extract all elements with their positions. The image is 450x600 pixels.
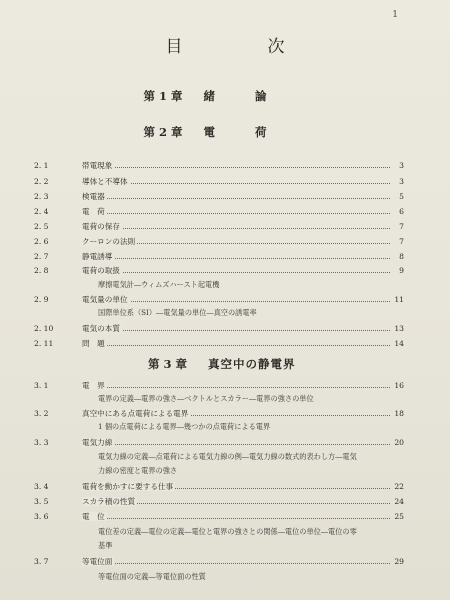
entry-title: 電気力線 — [82, 438, 113, 447]
entry-page: 22 — [394, 482, 404, 491]
entry-page: 14 — [394, 339, 404, 348]
toc-entry[interactable] — [34, 250, 404, 263]
entry-number: 3. 2 — [34, 409, 49, 418]
chapter-title: 緒論 — [203, 89, 307, 103]
toc-entry[interactable] — [34, 190, 404, 203]
entry-page: 24 — [394, 497, 404, 506]
entry-page: 5 — [399, 192, 404, 201]
entry-subtopics: 電気力線の定義―点電荷による電気力線の例―電気力線の数式的表わし方―電気 — [98, 452, 357, 461]
toc-entry[interactable] — [34, 293, 404, 306]
entry-subtopics: 1 個の点電荷による電界―幾つかの点電荷による電界 — [98, 422, 271, 431]
entry-number: 2. 9 — [34, 295, 49, 304]
entry-title: 真空中にある点電荷による電界 — [82, 409, 189, 418]
entry-number: 2. 1 — [34, 161, 49, 170]
entry-page: 7 — [399, 222, 404, 231]
entry-number: 2. 10 — [34, 324, 54, 333]
entry-page: 11 — [394, 295, 404, 304]
chapter-1-heading — [0, 88, 450, 104]
entry-title: 電 界 — [82, 381, 105, 390]
entry-number: 2. 3 — [34, 192, 49, 201]
entry-number: 2. 11 — [34, 339, 54, 348]
entry-page: 25 — [394, 512, 404, 521]
entry-title: クーロンの法則 — [82, 237, 136, 246]
toc-entry[interactable] — [34, 175, 404, 188]
entry-number: 2. 6 — [34, 237, 49, 246]
entry-title: 静電誘導 — [82, 252, 113, 261]
entry-title: 帯電現象 — [82, 161, 113, 170]
entry-page: 7 — [399, 237, 404, 246]
toc-entry[interactable] — [34, 264, 404, 277]
entry-number: 2. 4 — [34, 207, 49, 216]
entry-number: 3. 3 — [34, 438, 49, 447]
toc-entry[interactable] — [34, 379, 404, 392]
entry-page: 16 — [394, 381, 404, 390]
chapter-number: 第 2 章 — [143, 125, 183, 139]
entry-page: 3 — [399, 177, 404, 186]
entry-number: 3. 5 — [34, 497, 49, 506]
entry-title: 電気量の単位 — [82, 295, 128, 304]
entry-subtopics: 力線の密度と電界の強さ — [98, 466, 178, 475]
entry-subtopics: 電位差の定義―電位の定義―電位と電界の強さとの関係―電位の単位―電位の零 — [98, 527, 357, 536]
chapter-number: 第 1 章 — [143, 89, 183, 103]
page-number: 1 — [392, 10, 398, 20]
entry-title: 問 題 — [82, 339, 105, 348]
toc-entry[interactable] — [34, 220, 404, 233]
entry-page: 3 — [399, 161, 404, 170]
entry-title: 検電器 — [82, 192, 105, 201]
entry-number: 2. 5 — [34, 222, 49, 231]
entry-subtopics: 電界の定義―電界の強さ―ベクトルとスカラー―電界の強さの単位 — [98, 394, 314, 403]
chapter-title: 電荷 — [203, 125, 307, 139]
toc-entry[interactable] — [34, 510, 404, 523]
entry-subtopics: 等電位面の定義―等電位面の性質 — [98, 572, 206, 581]
chapter-title: 真空中の静電界 — [208, 357, 296, 371]
entry-page: 9 — [399, 266, 404, 275]
entry-title: 電 荷 — [82, 207, 105, 216]
entry-subtopics: 摩擦電気計―ウィムズハースト起電機 — [98, 280, 220, 289]
entry-number: 3. 4 — [34, 482, 49, 491]
entry-title: 導体と不導体 — [82, 177, 128, 186]
chapter-3-heading — [148, 356, 408, 372]
entry-page: 6 — [399, 207, 404, 216]
entry-page: 18 — [394, 409, 404, 418]
toc-entry[interactable] — [34, 436, 404, 449]
entry-number: 2. 7 — [34, 252, 49, 261]
entry-title: スカラ積の性質 — [82, 497, 136, 506]
entry-title: 電気の本質 — [82, 324, 120, 333]
toc-entry[interactable] — [34, 322, 404, 335]
toc-entry[interactable] — [34, 159, 404, 172]
entry-number: 3. 1 — [34, 381, 49, 390]
entry-page: 29 — [394, 557, 404, 566]
chapter-2-heading — [0, 124, 450, 140]
entry-number: 3. 6 — [34, 512, 49, 521]
entry-subtopics: 国際単位系（SI）―電気量の単位―真空の誘電率 — [98, 308, 257, 317]
toc-entry[interactable] — [34, 555, 404, 568]
toc-title: 目 次 — [165, 37, 319, 57]
entry-title: 電荷の保存 — [82, 222, 120, 231]
entry-title: 電荷を動かすに要する仕事 — [82, 482, 174, 491]
entry-title: 電 位 — [82, 512, 105, 521]
entry-subtopics: 基準 — [98, 541, 113, 550]
toc-entry[interactable] — [34, 495, 404, 508]
toc-entry[interactable] — [34, 480, 404, 493]
entry-number: 2. 2 — [34, 177, 49, 186]
toc-entry[interactable] — [34, 205, 404, 218]
entry-title: 等電位面 — [82, 557, 113, 566]
entry-number: 2. 8 — [34, 266, 49, 275]
entry-page: 8 — [399, 252, 404, 261]
toc-entry[interactable] — [34, 407, 404, 420]
entry-page: 13 — [394, 324, 404, 333]
entry-number: 3. 7 — [34, 557, 49, 566]
chapter-number: 第 3 章 — [148, 357, 188, 371]
toc-entry[interactable] — [34, 337, 404, 350]
entry-page: 20 — [394, 438, 404, 447]
toc-entry[interactable] — [34, 235, 404, 248]
entry-title: 電荷の取扱 — [82, 266, 120, 275]
